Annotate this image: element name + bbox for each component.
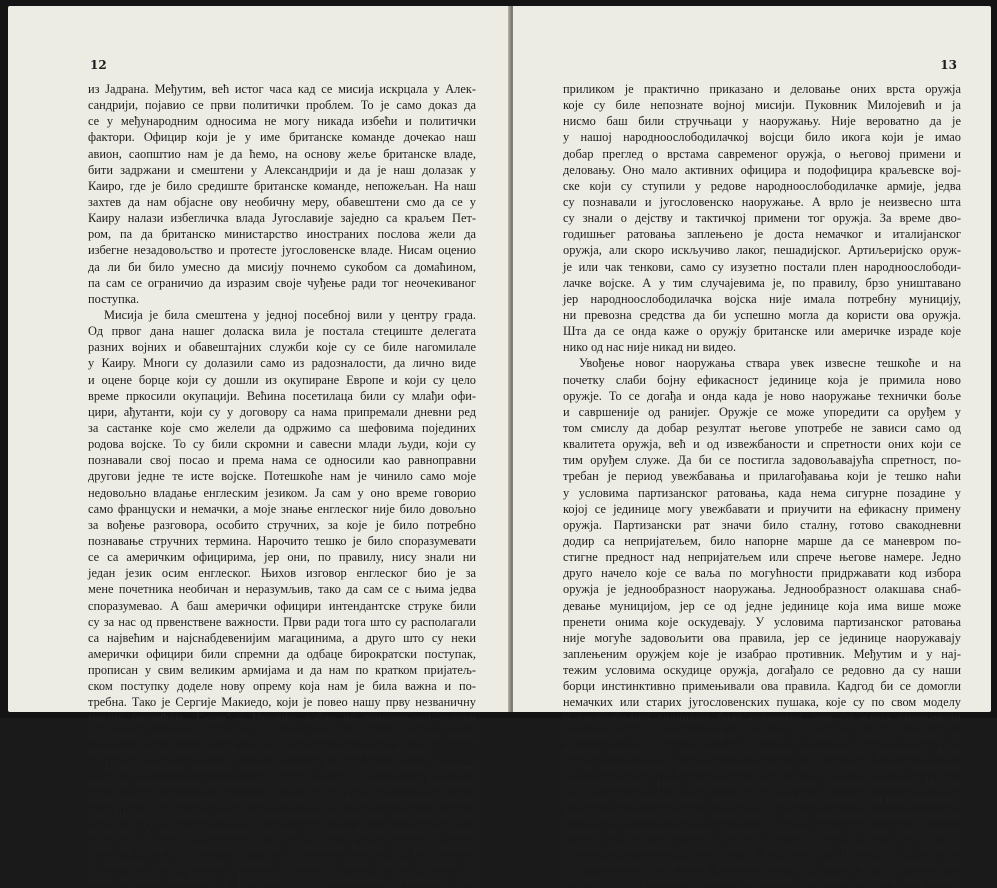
text-line: ни превозна средства да би успешно могла да користи ова оружја. [563,307,961,322]
text-line: Прва седмица боравка војне мисије била је испуњена припре- [104,759,476,774]
text-line: водити рачуна и о посебним условима партизанског ратовања. Који [563,743,961,758]
text-line: бити задржани и смештени у Александрији и да је наш долазак у [88,162,476,177]
text-line: пренети онима које оскудевају. У условима партизанског ратовања [563,614,961,629]
text-line: друго начело које се ваља по могућности придржавати код избора [563,566,961,581]
text-line: познавање стручних термина. Нарочито тешко је било споразумевати [88,533,476,548]
text-line: су знали о дејству и тактичкој примени тог оружја. За време дво- [563,211,961,226]
text-line: девање муницијом, јер се од једне јединице која има више може [563,598,961,613]
text-line: Вилсоном, командантом Средњег истока и са ваздухопловним марша- [88,792,476,807]
right-page [513,6,991,887]
left-page-text [88,81,476,888]
text-line: са највећим и најснабдевенијим магацинима, а друго што су неки [88,630,476,645]
text-line: родова војске. То су били скромни и савесни млади људи, који су [88,437,476,452]
text-line: у намери да чланови мисије упознају нове врсте оружја и [88,856,476,871]
text-line: ствено дефанзивно оружје, доста незгодан за транспорт у беспуће [563,840,961,855]
text-line: и савршеније од ранијег. Оружје се може упоредити са оруђем у [563,404,961,419]
text-line: само француски и немачки, а моје знање енглеског није било довољно [88,501,476,516]
text-line: оружје. То се догађа и онда када је ново наоружање технички боље [563,388,961,403]
text-line: којој се јединице могу увежбавати и приучити на ефикасну примену [563,501,961,516]
text-line: захтев да нам објасне ову необичну меру, обавештени смо да се у [88,194,476,209]
text-line: мене почетника необичан и неразумљив, тако да сам се с њима једва [88,582,476,597]
text-line: прописан у свим великим армијама и да нам по кратком пријатељ- [88,663,476,678]
text-line: приликом је практично приказано и деловање оних врста оружја [563,82,961,96]
text-line: у условима партизанског ратовања, када нема сигурне позадине у [563,485,961,500]
text-line: употребљавати? Није ли нека врста сувише специјализована? Не би [563,776,961,791]
text-line: Мисија је била смештена у једној посебној вили у центру града. [104,307,476,322]
text-line: тежим условима оскудице оружја, догађало се редовно да су наши [563,663,961,678]
text-line: лачке војске. А у тим случајевима је, по правилу, брзо уништавано [563,275,961,290]
right-page-text [563,81,961,888]
text-line: ли боље одговарало неко оружје са могућом широм врстом примене? [563,792,961,807]
text-line: споразумевао. А баш амерички официри интендантске струке били [88,598,476,613]
text-line: цири, ађутанти, који су у договору са нама припремали дневни ред [88,404,476,419]
text-line: па сам се ограничио да изразим своје чуђење ради тог неочекиваног [88,275,476,290]
text-line: сандрији, појавио се први политички проблем. То је само доказ да [88,98,476,113]
text-line: ристити и за разарање бункера и мањих утврђења и стога има много [563,872,961,887]
page-number-right: 13 [940,58,957,72]
text-line: време пркосили окупацији. Већина посетилаца били су млађи офи- [88,388,476,403]
text-line: Каиро, где је било средиште британске команде, непожељан. На наш [88,178,476,193]
text-line: поступка. [88,291,140,306]
text-line: оружја. Партизански рат значи било сталну, готово свакодневни [563,517,961,532]
text-line: Каиру налази избегличка влада Југославије заједно са краљем Пет- [88,211,476,226]
text-line: додир са непријатељем, било напорне марше да се маневром по- [563,533,961,548]
text-line: су то првенствени циљеви против којих ће се ново оружје најчешће [563,759,961,774]
text-line: Ради илустрације шта се овим има у виду наводимо противтенковске [563,808,961,823]
text-line: немачких или старих југословенских пушака, које су по свом моделу [563,695,961,710]
text-line: том смислу да добар резултат његове употребе не зависи само од [563,420,961,435]
text-line: квалитета оружја, већ и од извежбаности и спретности оних који се [563,437,961,452]
text-line: добар преглед о врстама савременог оружја, о његовој примени и [563,146,961,161]
text-line: из Јадрана. Међутим, већ истог часа кад се мисија искрцала у Алек- [88,82,476,96]
text-line: требна. Тако је Сергије Макиедо, који је повео нашу прву незваничну [88,695,476,710]
text-line: разних војних и обавештајних служби које су се биле нагомилале [88,340,476,355]
text-line: ром, па да британско министарство иностраних послова жели да [88,227,476,242]
text-line: тим оруђем служе. Да би се постигла задовољавајућа спретност, по- [563,453,961,468]
left-page [8,6,510,887]
text-line: познавали свој посао и према нама се односили као равноправни [88,453,476,468]
text-line: другови једне те исте војске. Потешкоће нам је чинило само моје [88,469,476,484]
text-line: јер народноослободилачка војска није имала потребну муницију, [563,291,961,306]
text-line: нисмо баш били стручњаци у наоружању. Није вероватно да је [563,114,961,129]
text-line: мама и претходним договорима за састанак са генералом Мејтланд [88,776,476,791]
text-line: за састанке које смо желели да одржимо са шефовима појединих [88,420,476,435]
text-line: није могуће задовољити ова правила, јер се јединице наоружавају [563,630,961,645]
text-line: авион, саопштио нам је да ћемо, на основу жеље британске владе, [88,146,476,161]
page-number-left: 12 [90,58,107,72]
text-line: за вођење разговора, особито стручних, за које је било потребно [88,517,476,532]
text-line: стигне предност над непријатељем или спрече његове намере. Једно [563,550,961,565]
text-line: и планинским пределима, ракетни бацач се може врло успешно ко- [563,856,961,871]
text-line: Шта да се онда каже о оружју британске или америчке израде које [563,324,961,339]
text-line: опреме и оружја него што је пре тога добила читава наша војска. [88,743,431,758]
text-line: Од првог дана нашег доласка вила је постала стециште делегата [88,324,476,339]
text-line: мисију бродићем „Бакар" у Италију, добио на пријатељској основи [88,711,476,726]
text-line: је или чак тенкови, само су изузетно постали плен народноослободи- [563,259,961,274]
text-line: у Каиру. Многи су долазили само из радозналости, да лично виде [88,356,476,371]
text-line: лом Шолто Дугласом, који је командовао ваздушним снагама на том [88,808,476,823]
text-line: се у међународним односима не могу никада избећи и политички [88,114,476,129]
text-line: ском поступку доделе нову опрему која нам је била важна и по- [88,679,476,694]
text-line: годишњег ратовања заплењено је доста немачког и италијанског [563,227,961,242]
text-line: требан је период увежбавања и прилагођавања који је тешко наћи [563,469,961,484]
text-line: су познавали и југословенско наоружање. А врло је неизвесно шта [563,194,961,209]
text-line: недовољно владање енглеским језиком. Ја сам у оно време говорио [88,485,476,500]
text-line: борци инстинктивно примењивали ова правила. Кадгод би се домогли [563,679,961,694]
text-line: један језик осим енглеског. Њихов изговор енглеског био је за [88,566,476,581]
text-line: почетку слаби бојну ефикасност јединице која је примила ново [563,372,961,387]
text-line: у нашој народноослободилачкој војсци било икога који је имао [563,130,961,145]
text-line: и оцене борце који су дошли из окупиране Европе и који су цело [88,372,476,387]
text-line: од једног америчког мајора, са свега неколико дана, далеко више [88,727,476,742]
text-line: италијанске и старо-аустријске пушке. У избору оружја требало је [563,727,961,742]
text-line: и употребљеној муницији биле истоветне, они би њима замењивали [563,711,961,726]
text-line: заплењеним оружјем које је изабрао противник. Међутим и у нај- [563,646,961,661]
text-line: подручју. У склопу припрема за ове састанке војна мисија је одве- [88,824,476,839]
text-line: ске који су ступили у редове народноослободилачке армије, једва [563,178,961,193]
text-line: деловању. Оно мало активних официра и подофицира краљевске вој- [563,162,961,177]
text-line: дена на један пустињски полигон у близини Каира. То је учињено [88,840,476,855]
text-line: избегне незадовољство и протесте југословенске владе. Нисам оценио [88,243,476,258]
text-line: нико од нас није никад ни видео. [563,340,737,355]
text-line: да ли би било умесно да мисију почнемо сукобом са домаћином, [88,259,476,274]
text-line: Увођење новог наоружања ствара увек извесне тешкоће и на [579,356,961,371]
text-line: се са америчким официрима, јер они, по правилу, нису знали ни [88,550,476,565]
text-line: оружја је једнообразност наоружања. Једнообразност олакшава снаб- [563,582,961,597]
text-line: топове и противтенковске ракетне бацаче. Док је овај топ првен- [563,824,961,839]
text-line: које су биле непознате војној мисији. Пуковник Милојевић и ја [563,98,961,113]
text-line: нове моделе израђене у Британији и Сједињеним Државама. Том [88,872,476,887]
text-line: оружја, али скоро искључиво лаког, пешадијског. Артиљеријско оруж- [563,243,961,258]
text-line: су за нас од првенствене важности. Први ради тога што су располагали [88,614,476,629]
text-line: амерички официри били спремни да одбаце бирократски поступак, [88,646,476,661]
text-line: фактори. Официр који је у име британске команде дочекао наш [88,130,476,145]
